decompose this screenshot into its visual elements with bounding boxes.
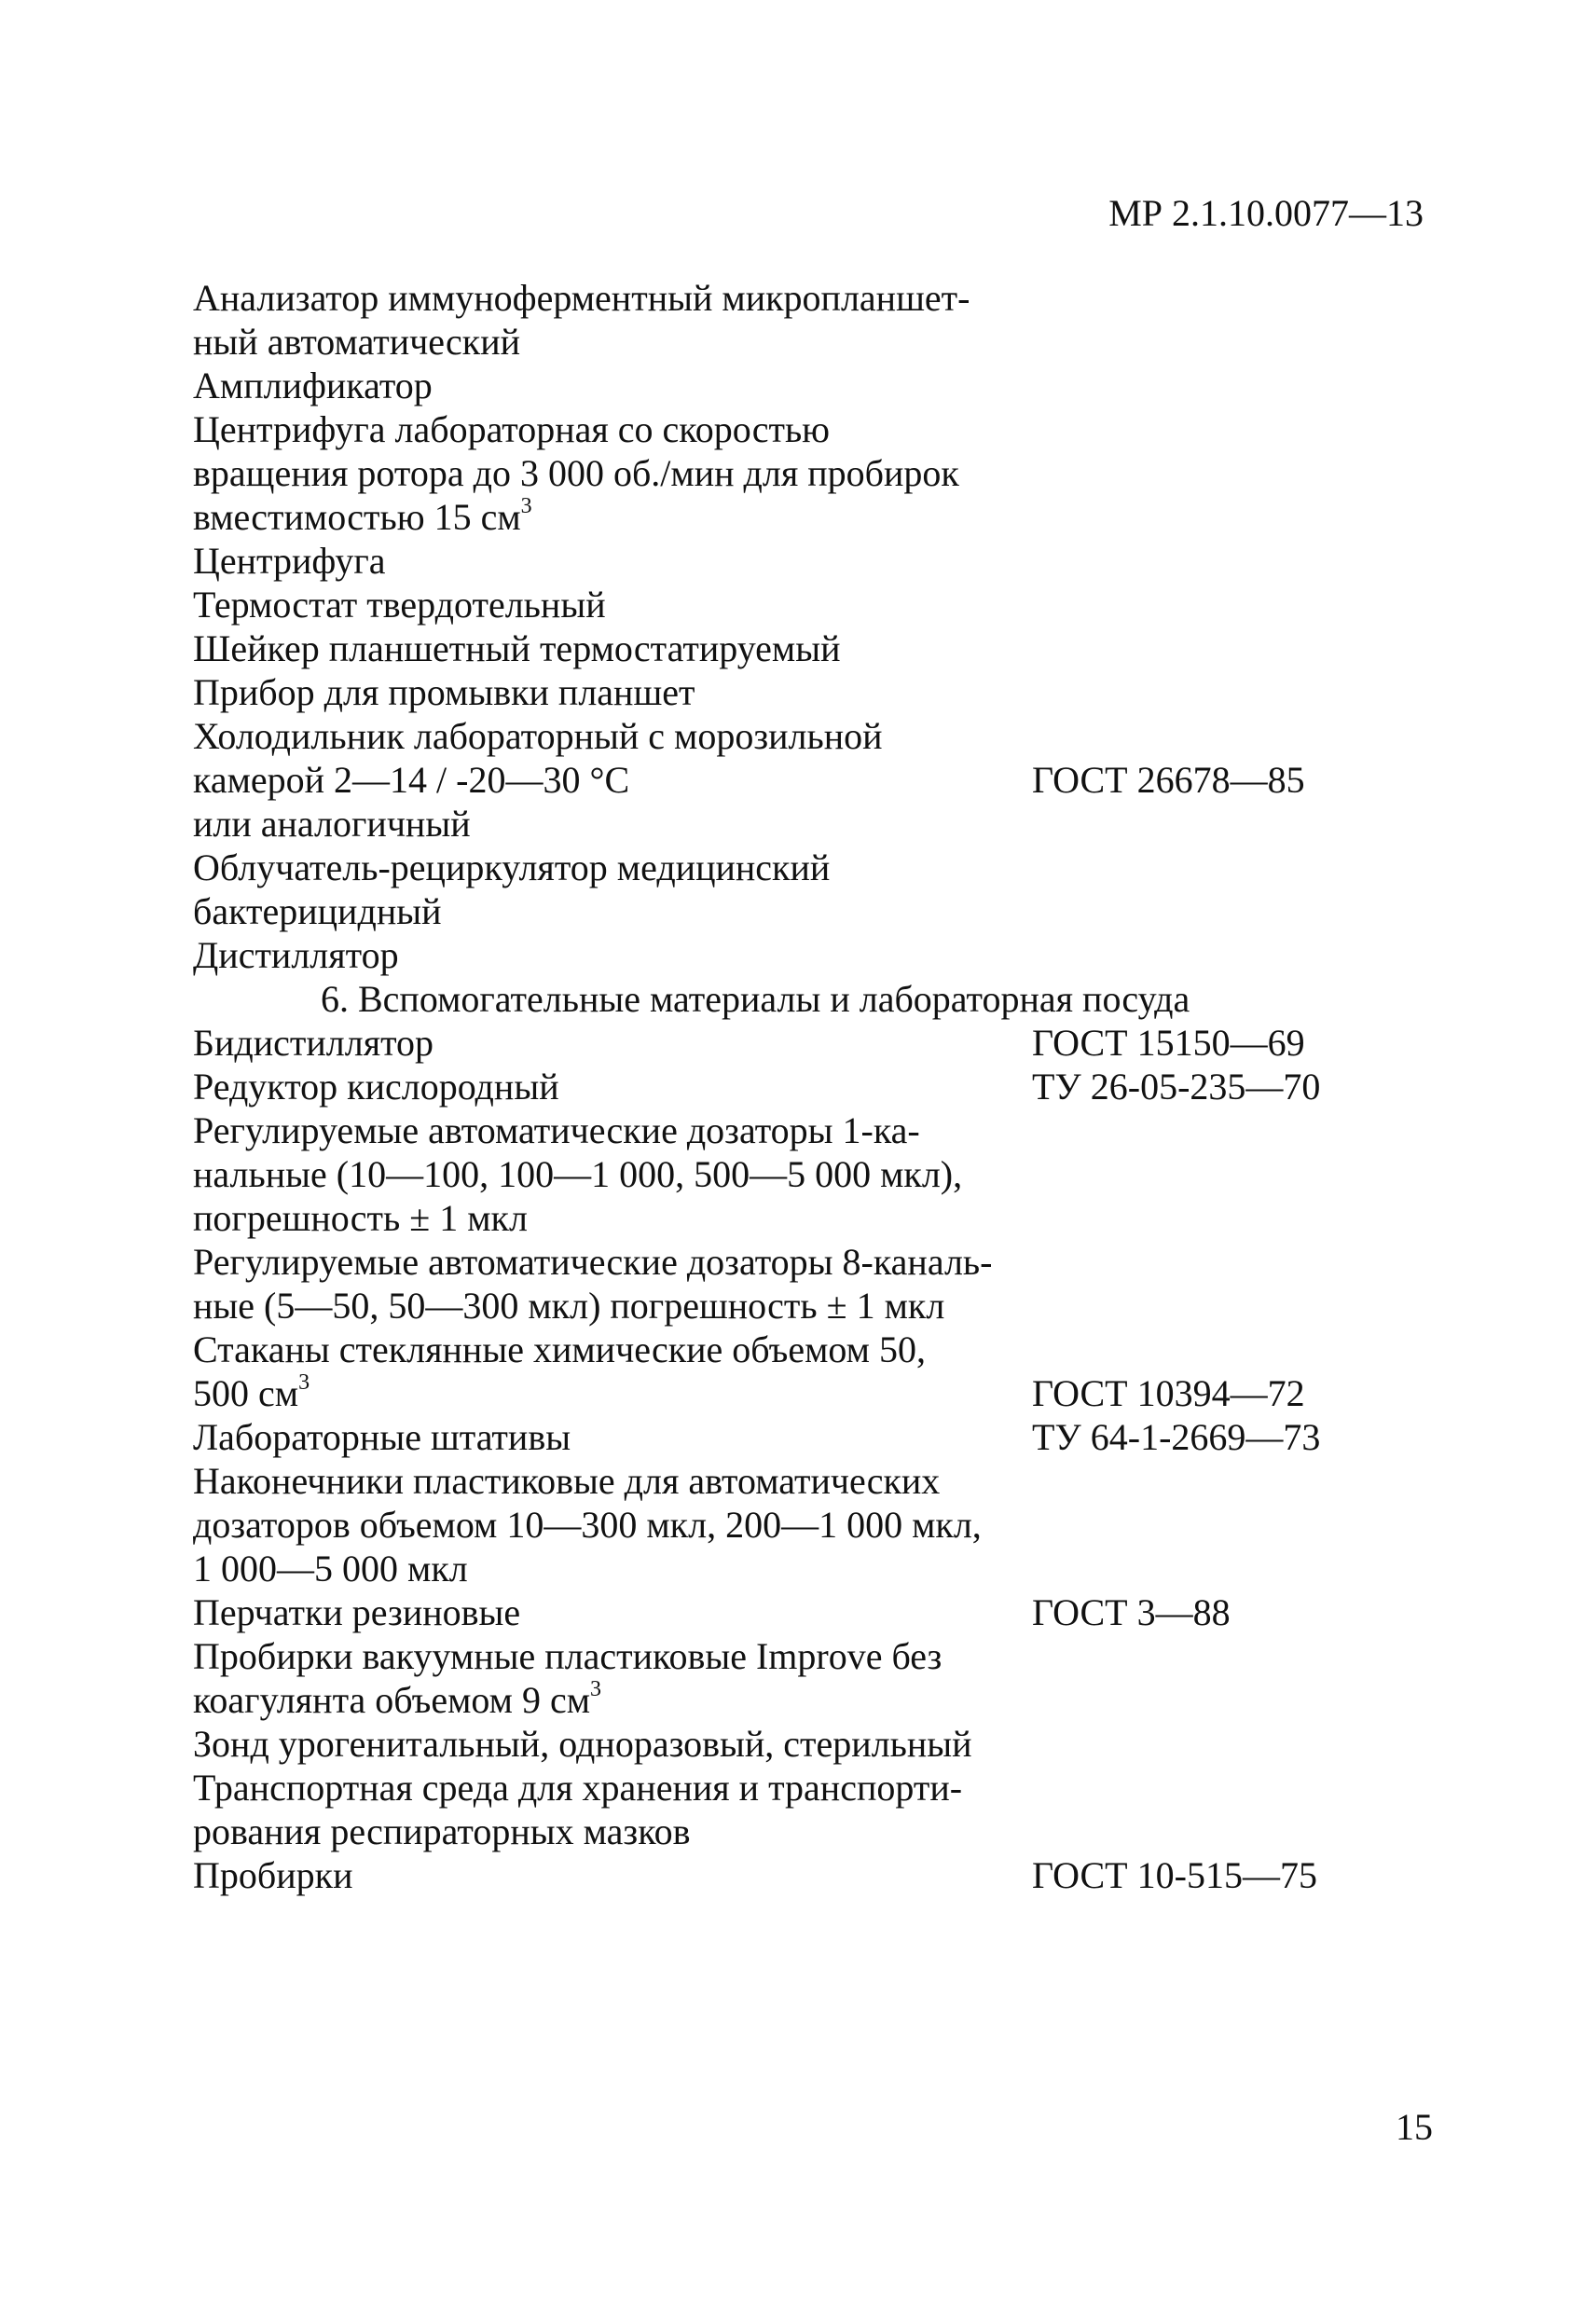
- superscript: 3: [590, 1676, 602, 1701]
- item-name: [193, 539, 386, 583]
- list-line: [193, 1722, 1405, 1766]
- page-number: 15: [1396, 2106, 1433, 2148]
- item-name: [193, 670, 695, 714]
- list-line: [193, 1766, 1405, 1810]
- document-code: МР 2.1.10.0077—13: [1108, 192, 1424, 234]
- item-name-text: Дистиллятор: [193, 934, 399, 976]
- list-line: [193, 933, 1405, 977]
- item-name-text: Шейкер планшетный термостатируемый: [193, 627, 841, 669]
- item-name: [193, 276, 970, 320]
- item-name-text: Пробирки вакуумные пластиковые Improve без: [193, 1635, 942, 1677]
- list-line: [193, 1152, 1405, 1196]
- item-name: [193, 1503, 982, 1547]
- item-name: [193, 1547, 468, 1590]
- list-line: [193, 1634, 1405, 1678]
- standard-reference: ТУ 26-05-235—70: [1032, 1066, 1321, 1108]
- list-line: [193, 1547, 1405, 1590]
- item-name: [193, 495, 532, 539]
- item-name-text: Прибор для промывки планшет: [193, 671, 695, 713]
- list-line: [193, 1810, 1405, 1853]
- item-name-text: 500 см: [193, 1372, 299, 1414]
- item-name-text: Регулируемые автоматические дозаторы 8-каналь-: [193, 1241, 993, 1283]
- item-name: [193, 1371, 310, 1415]
- item-name: [193, 1459, 940, 1503]
- item-name-text: погрешность ± 1 мкл: [193, 1197, 528, 1239]
- item-name: [193, 626, 841, 670]
- list-line: [193, 846, 1405, 889]
- item-name-text: ные (5—50, 50—300 мкл) погрешность ± 1 мкл: [193, 1285, 945, 1327]
- item-name-text: Центрифуга: [193, 540, 386, 582]
- list-line: [193, 320, 1405, 364]
- list-line: [193, 1196, 1405, 1240]
- list-line: [193, 1415, 1405, 1459]
- item-name: [193, 1590, 520, 1634]
- item-name: [193, 714, 883, 758]
- item-name-text: Лабораторные штативы: [193, 1416, 571, 1458]
- list-line: [193, 1328, 1405, 1371]
- list-line: [193, 714, 1405, 758]
- item-name: [193, 1108, 920, 1152]
- item-name: [193, 1678, 601, 1722]
- list-line: [193, 1108, 1405, 1152]
- item-name-text: Бидистиллятор: [193, 1022, 434, 1064]
- item-name: [193, 451, 959, 495]
- section-heading: 6. Вспомогательные материалы и лабораторная посуда: [321, 978, 1190, 1020]
- standard-reference: ГОСТ 15150—69: [1032, 1022, 1305, 1064]
- item-name: [193, 889, 442, 933]
- item-name: [193, 364, 433, 407]
- list-line: [193, 1240, 1405, 1284]
- item-name-text: камерой 2—14 / -20—30 °С: [193, 759, 630, 801]
- item-name: [193, 1065, 559, 1108]
- item-name-text: Стаканы стеклянные химические объемом 50,: [193, 1328, 926, 1370]
- list-line: [193, 407, 1405, 451]
- item-name: [193, 1021, 433, 1065]
- list-line: [193, 1853, 1405, 1897]
- list-line: [193, 626, 1405, 670]
- item-name: [193, 758, 629, 802]
- item-name-text: или аналогичный: [193, 803, 471, 845]
- item-name-text: вращения ротора до 3 000 об./мин для пробирок: [193, 452, 959, 494]
- standard-reference: ГОСТ 26678—85: [1032, 759, 1305, 801]
- standard-reference: ГОСТ 3—88: [1032, 1591, 1231, 1633]
- list-line: [193, 670, 1405, 714]
- item-name-text: Транспортная среда для хранения и транспорти-: [193, 1767, 963, 1809]
- item-name: [193, 1766, 962, 1810]
- list-line: [193, 495, 1405, 539]
- item-name-text: Амплификатор: [193, 365, 433, 406]
- list-line: [193, 1503, 1405, 1547]
- item-name-text: коагулянта объемом 9 см: [193, 1679, 591, 1721]
- item-name: [193, 1328, 926, 1371]
- item-name-text: ный автоматический: [193, 321, 521, 363]
- list-line: [193, 539, 1405, 583]
- superscript: 3: [520, 493, 532, 518]
- item-name: [193, 1196, 528, 1240]
- item-name-text: нальные (10—100, 100—1 000, 500—5 000 мкл),: [193, 1153, 963, 1195]
- item-name-text: дозаторов объемом 10—300 мкл, 200—1 000 мкл,: [193, 1504, 982, 1546]
- item-name: [193, 802, 471, 846]
- list-line: [193, 1284, 1405, 1328]
- item-name-text: 1 000—5 000 мкл: [193, 1548, 468, 1590]
- list-line: [193, 802, 1405, 846]
- item-name-text: Облучатель-рециркулятор медицинский: [193, 846, 831, 888]
- list-line: [193, 276, 1405, 320]
- item-name-text: Зонд урогенитальный, одноразовый, стерильный: [193, 1723, 972, 1765]
- item-name: [193, 1415, 571, 1459]
- item-name-text: Холодильник лабораторный с морозильной: [193, 715, 883, 757]
- item-name: [193, 320, 520, 364]
- equipment-list-top: [193, 276, 1405, 977]
- item-name-text: рования респираторных мазков: [193, 1810, 691, 1852]
- item-name-text: Пробирки: [193, 1854, 353, 1896]
- list-line: [193, 758, 1405, 802]
- item-name: [193, 1152, 962, 1196]
- list-line: [193, 451, 1405, 495]
- equipment-list: [193, 276, 1405, 1897]
- item-name-text: вместимостью 15 см: [193, 496, 521, 538]
- standard-reference: ГОСТ 10-515—75: [1032, 1854, 1317, 1896]
- item-name: [193, 1240, 992, 1284]
- list-line: [193, 1678, 1405, 1722]
- list-line: [193, 1590, 1405, 1634]
- item-name: [193, 1634, 942, 1678]
- list-line: [193, 1065, 1405, 1108]
- item-name-text: Анализатор иммуноферментный микропланшет-: [193, 277, 970, 319]
- item-name: [193, 407, 830, 451]
- item-name: [193, 933, 399, 977]
- list-line: [193, 583, 1405, 626]
- materials-list: [193, 1021, 1405, 1897]
- item-name-text: Перчатки резиновые: [193, 1591, 521, 1633]
- list-line: [193, 889, 1405, 933]
- item-name: [193, 583, 606, 626]
- item-name-text: Регулируемые автоматические дозаторы 1-ка-: [193, 1109, 920, 1151]
- standard-reference: ГОСТ 10394—72: [1032, 1372, 1305, 1414]
- standard-reference: ТУ 64-1-2669—73: [1032, 1416, 1321, 1458]
- list-line: [193, 364, 1405, 407]
- list-line: [193, 1459, 1405, 1503]
- item-name-text: Термостат твердотельный: [193, 584, 606, 626]
- item-name-text: Наконечники пластиковые для автоматических: [193, 1460, 941, 1502]
- item-name: [193, 1722, 972, 1766]
- item-name-text: Центрифуга лабораторная со скоростью: [193, 408, 831, 450]
- item-name-text: Редуктор кислородный: [193, 1066, 559, 1108]
- item-name: [193, 846, 830, 889]
- item-name-text: бактерицидный: [193, 890, 442, 932]
- superscript: 3: [298, 1369, 310, 1395]
- item-name: [193, 1810, 690, 1853]
- list-line: [193, 1371, 1405, 1415]
- list-line: [193, 1021, 1405, 1065]
- item-name: [193, 1853, 352, 1897]
- item-name: [193, 1284, 944, 1328]
